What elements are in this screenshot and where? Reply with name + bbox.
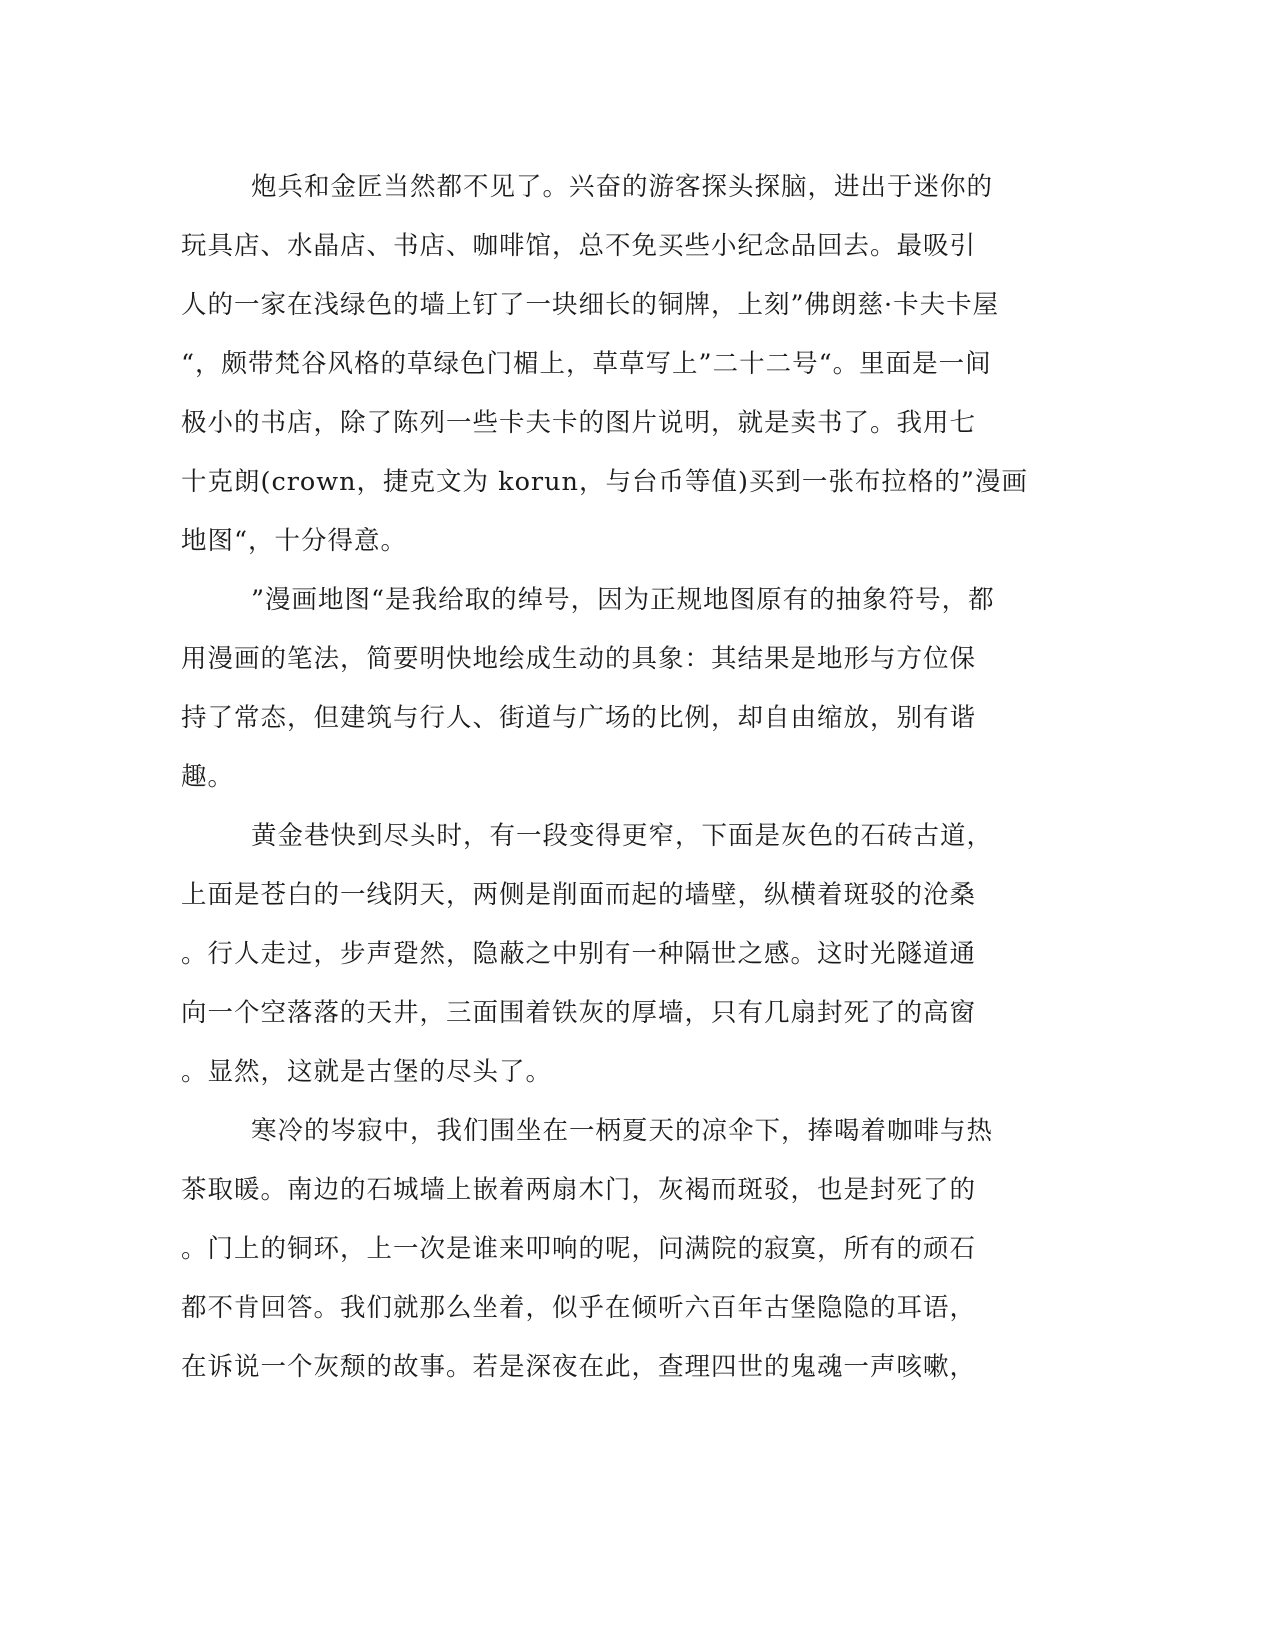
paragraph-line: 用漫画的笔法，简要明快地绘成生动的具象：其结果是地形与方位保 — [181, 644, 977, 674]
paragraph-line: 都不肯回答。我们就那么坐着，似乎在倾听六百年古堡隐隐的耳语， — [181, 1293, 977, 1323]
paragraph-line: 地图“，十分得意。 — [181, 526, 408, 556]
paragraph-line: 。行人走过，步声跫然，隐蔽之中别有一种隔世之感。这时光隧道通 — [181, 939, 977, 969]
paragraph-line: 玩具店、水晶店、书店、咖啡馆，总不免买些小纪念品回去。最吸引 — [181, 231, 977, 261]
paragraph-line: 。显然，这就是古堡的尽头了。 — [181, 1057, 553, 1087]
paragraph-line: 向一个空落落的天井，三面围着铁灰的厚墙，只有几扇封死了的高窗 — [181, 998, 977, 1028]
paragraph-line: 人的一家在浅绿色的墙上钉了一块细长的铜牌，上刻”佛朗慈·卡夫卡屋 — [181, 290, 1000, 320]
paragraph-line: 寒冷的岑寂中，我们围坐在一柄夏天的凉伞下，捧喝着咖啡与热 — [251, 1116, 994, 1146]
paragraph-line: 极小的书店，除了陈列一些卡夫卡的图片说明，就是卖书了。我用七 — [181, 408, 977, 438]
paragraph-line: “，颇带梵谷风格的草绿色门楣上，草草写上”二十二号“。里面是一间 — [181, 349, 992, 379]
paragraph-line: 炮兵和金匠当然都不见了。兴奋的游客探头探脑，进出于迷你的 — [251, 172, 994, 202]
paragraph-line: 趣。 — [181, 762, 235, 792]
paragraph-line: 在诉说一个灰颓的故事。若是深夜在此，查理四世的鬼魂一声咳嗽， — [181, 1352, 977, 1382]
paragraph-line: 茶取暖。南边的石城墙上嵌着两扇木门，灰褐而斑驳，也是封死了的 — [181, 1175, 977, 1205]
paragraph-line: 十克朗(crown，捷克文为 korun，与台币等值)买到一张布拉格的”漫画 — [181, 467, 1028, 497]
paragraph-line: 持了常态，但建筑与行人、街道与广场的比例，却自由缩放，别有谐 — [181, 703, 977, 733]
paragraph-line: 。门上的铜环，上一次是谁来叩响的呢，问满院的寂寞，所有的顽石 — [181, 1234, 977, 1264]
body-text — [181, 158, 1041, 1397]
paragraph-line: 上面是苍白的一线阴天，两侧是削面而起的墙壁，纵横着斑驳的沧桑 — [181, 880, 977, 910]
paragraph-line: ”漫画地图“是我给取的绰号，因为正规地图原有的抽象符号，都 — [251, 585, 995, 615]
paragraph-line: 黄金巷快到尽头时，有一段变得更窄，下面是灰色的石砖古道， — [251, 821, 994, 851]
